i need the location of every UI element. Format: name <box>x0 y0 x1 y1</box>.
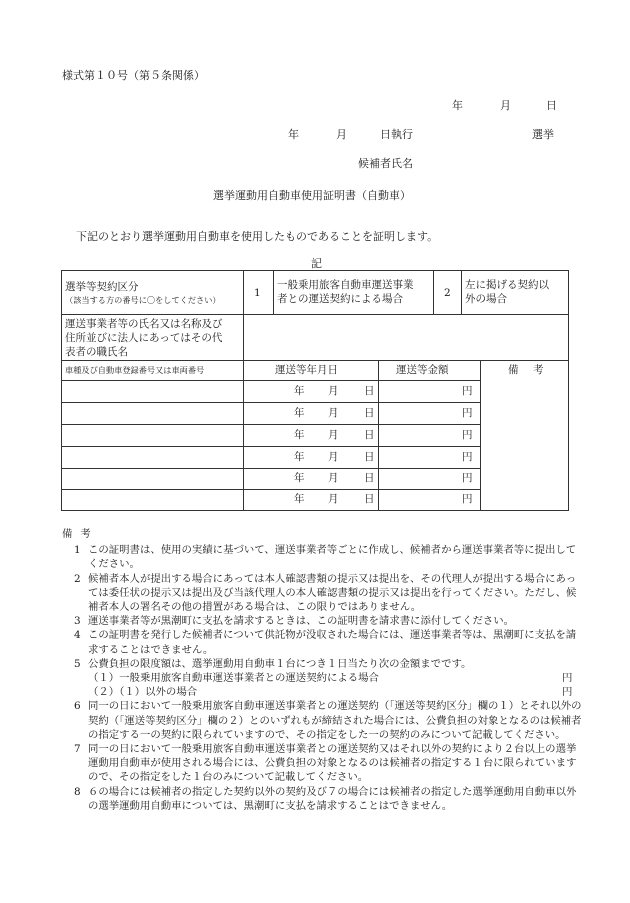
row-year-label: 年 <box>294 472 305 484</box>
vehicle-cell[interactable] <box>62 381 243 402</box>
note-item: 1 この証明書は、使用の実績に基づいて、運送事業者等ごとに作成し、候補者から運送事業者等に提出してください。 <box>74 544 577 571</box>
row-year-label: 年 <box>294 493 305 505</box>
form-number: 様式第１０号（第５条関係） <box>62 69 205 82</box>
election-month-label: 月 <box>336 128 347 141</box>
election-year-label: 年 <box>288 128 299 141</box>
candidate-name-label: 候補者氏名 <box>358 157 413 170</box>
option-1-text-line-1: 一般乗用旅客自動車運送事業 <box>277 279 414 291</box>
row-month-label: 月 <box>328 451 339 463</box>
intro-text: 下記のとおり選挙運動用自動車を使用したものであることを証明します。 <box>76 230 439 243</box>
note-item: 5 公費負担の限度額は、選挙運動用自動車１台につき１日当たり次の金額までです。 <box>74 657 472 670</box>
row-yen-label: 円 <box>462 407 473 419</box>
row-year-label: 年 <box>294 429 305 441</box>
row-month-label: 月 <box>328 407 339 419</box>
col-vehicle-header: 車種及び自動車登録番号又は車両番号 <box>65 365 205 375</box>
notes-section <box>62 527 582 813</box>
option-2-text-line-1: 左に掲げる契約以 <box>465 279 549 291</box>
notes-heading: 備考 <box>62 528 99 540</box>
vehicle-cell[interactable] <box>62 469 243 489</box>
row-month-label: 月 <box>328 385 339 397</box>
vehicle-cell[interactable] <box>62 425 243 446</box>
note-item: 7 同一の日において一般乗用旅客自動車運送事業者との運送契約又はそれ以外の契約により２台以上の選挙運動用自動車が使用される場合には、公費負担の対象となるのは候補者の指定する１台に限られていますので、その指定をした１台のみについて記載してください。 <box>74 743 577 784</box>
row-yen-label: 円 <box>462 472 473 484</box>
note-item: 6 同一の日において一般乗用旅客自動車運送事業者との運送契約（「運送等契約区分」欄の１）とそれ以外の契約（「運送等契約区分」欄の２）とのいずれもが締結された場合には、公費負担の対象となるのは候補者の指定する一の契約に限られていますので、その指定をした一の契約のみについて記載してください。 <box>74 700 582 741</box>
row-day-label: 日 <box>364 429 375 441</box>
note-item: 4 この証明書を発行した候補者について供託物が没収された場合には、運送事業者等は、黒潮町に支払を請求することはできません。 <box>74 629 577 656</box>
vehicle-cell[interactable] <box>62 490 243 510</box>
vehicle-cell[interactable] <box>62 403 243 424</box>
row-day-label: 日 <box>364 385 375 397</box>
carrier-label-line-3: 表者の職氏名 <box>65 346 128 358</box>
row-yen-label: 円 <box>462 493 473 505</box>
note-item: 3 運送事業者等が黒潮町に支払を請求するときは、この証明書を請求書に添付してください。 <box>74 615 515 628</box>
row-year-label: 年 <box>294 407 305 419</box>
note-5-sub-1: （１）一般乗用旅客自動車運送事業者との運送契約による場合 円 <box>88 672 573 685</box>
row-day-label: 日 <box>364 451 375 463</box>
ki-label: 記 <box>311 257 322 270</box>
contract-type-label: 選挙等契約区分 <box>65 281 139 293</box>
row-day-label: 日 <box>364 407 375 419</box>
row-month-label: 月 <box>328 493 339 505</box>
note-item: 2 候補者本人が提出する場合にあっては本人確認書類の提示又は提出を、その代理人が提出する場合にあっては委任状の提示又は提出及び当該代理人の本人確認書類の提示又は提出を行ってください。ただし、候補者本人の署名その他の措置がある場合は、この限りではありません。 <box>74 572 577 614</box>
note-item: 8 ６の場合には候補者の指定した契約以外の契約及び７の場合には候補者の指定した選挙運動用自動車以外の選挙運動用自動車については、黒潮町に支払を請求することはできません。 <box>74 785 577 812</box>
col-amount-header: 運送等金額 <box>396 364 449 376</box>
date-month-label: 月 <box>500 99 511 112</box>
document-title: 選挙運動用自動車使用証明書（自動車） <box>213 189 411 202</box>
row-month-label: 月 <box>328 472 339 484</box>
option-1-number[interactable]: 1 <box>254 287 261 299</box>
date-day-label: 日 <box>546 99 557 112</box>
row-year-label: 年 <box>294 385 305 397</box>
row-month-label: 月 <box>328 429 339 441</box>
election-label: 選挙 <box>532 128 554 141</box>
row-yen-label: 円 <box>462 429 473 441</box>
option-2-number[interactable]: 2 <box>444 287 451 299</box>
row-year-label: 年 <box>294 451 305 463</box>
option-1-text-line-2: 者との運送契約による場合 <box>277 293 403 305</box>
carrier-label-line-2: 住所並びに法人にあってはその代 <box>65 332 223 344</box>
row-day-label: 日 <box>364 472 375 484</box>
vehicle-cell[interactable] <box>62 447 243 468</box>
col-remarks-header: 備 考 <box>508 364 546 376</box>
row-day-label: 日 <box>364 493 375 505</box>
date-year-label: 年 <box>452 99 463 112</box>
contract-type-note: （該当する方の番号に〇をしてください） <box>65 295 221 305</box>
row-yen-label: 円 <box>462 451 473 463</box>
col-date-header: 運送等年月日 <box>275 364 338 376</box>
carrier-input-cell[interactable] <box>244 315 568 360</box>
note-5-sub-2: （２）（１）以外の場合 円 <box>88 686 573 699</box>
carrier-label-line-1: 運送事業者等の氏名又は名称及び <box>65 318 223 330</box>
option-2-text-line-2: 外の場合 <box>465 293 507 305</box>
remarks-cell[interactable] <box>481 381 568 510</box>
election-day-executed-label: 日執行 <box>380 128 413 141</box>
row-yen-label: 円 <box>462 385 473 397</box>
